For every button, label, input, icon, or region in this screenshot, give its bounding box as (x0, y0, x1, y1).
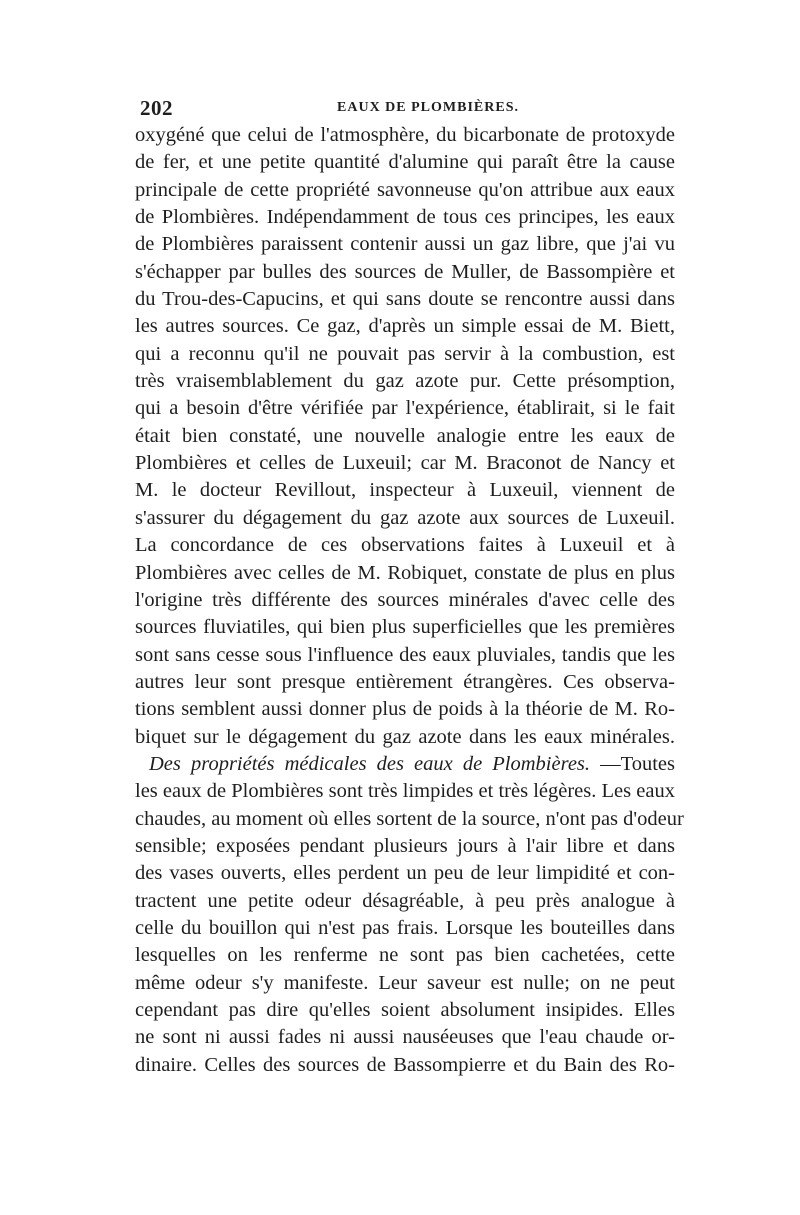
section-heading-continuation: —Toutes (600, 752, 675, 775)
text-line: La concordance de ces observations faites à Luxeuil et à (135, 534, 675, 557)
text-line: M. le docteur Revillout, inspecteur à Luxeuil, viennent de (135, 479, 675, 502)
text-line: biquet sur le dégagement du gaz azote dans les eaux minérales. (135, 725, 675, 748)
text-line: lesquelles on les renferme ne sont pas bien cachetées, cette (135, 944, 675, 967)
text-line: de Plombières paraissent contenir aussi un gaz libre, que j'ai vu (135, 233, 675, 256)
text-line: cependant pas dire qu'elles soient absolument insipides. Elles (135, 999, 675, 1021)
running-head: EAUX DE PLOMBIÈRES. (337, 100, 519, 115)
text-line: les autres sources. Ce gaz, d'après un simple essai de M. Biett, (135, 315, 675, 338)
text-line: s'échapper par bulles des sources de Muller, de Bassompière et (135, 260, 675, 283)
text-line: qui a reconnu qu'il ne pouvait pas servir à la combustion, est (135, 342, 675, 365)
body-text (135, 122, 684, 1079)
text-line: Plombières et celles de Luxeuil; car M. Braconot de Nancy et (135, 452, 675, 475)
text-line: était bien constaté, une nouvelle analogie entre les eaux de (135, 424, 675, 447)
text-line: Plombières avec celles de M. Robiquet, constate de plus en plus (135, 561, 675, 584)
text-line: sont sans cesse sous l'influence des eaux pluviales, tandis que les (135, 643, 675, 666)
text-line: principale de cette propriété savonneuse qu'on attribue aux eaux (135, 178, 675, 201)
text-line: sources fluviatiles, qui bien plus superficielles que les premières (135, 616, 675, 639)
page-number: 202 (140, 96, 173, 120)
text-line: tractent une petite odeur désagréable, à peu près analogue à (135, 889, 675, 912)
text-line: tions semblent aussi donner plus de poids à la théorie de M. Ro- (135, 698, 675, 721)
text-line: ne sont ni aussi fades ni aussi nauséeuses que l'eau chaude or- (135, 1026, 675, 1049)
text-line: qui a besoin d'être vérifiée par l'expérience, établirait, si le fait (135, 397, 675, 420)
page-header (140, 96, 676, 122)
text-line: très vraisemblablement du gaz azote pur. Cette présomption, (135, 370, 675, 393)
text-line: même odeur s'y manifeste. Leur saveur est nulle; on ne peut (135, 971, 675, 994)
text-line: s'assurer du dégagement du gaz azote aux sources de Luxeuil. (135, 506, 675, 529)
text-line: celle du bouillon qui n'est pas frais. Lorsque les bouteilles dans (135, 916, 675, 939)
text-line: sensible; exposées pendant plusieurs jours à l'air libre et dans (135, 834, 675, 857)
section-heading-line (135, 751, 675, 778)
section-heading: Des propriétés médicales des eaux de Plombières. (149, 752, 591, 775)
text-line: oxygéné que celui de l'atmosphère, du bicarbonate de protoxyde (135, 124, 675, 146)
text-line: des vases ouverts, elles perdent un peu de leur limpidité et con- (135, 862, 675, 885)
text-line: de fer, et une petite quantité d'alumine qui paraît être la cause (135, 151, 675, 174)
text-line: autres leur sont presque entièrement étrangères. Ces observa- (135, 670, 675, 693)
text-line: du Trou-des-Capucins, et qui sans doute se rencontre aussi dans (135, 288, 675, 311)
text-line: les eaux de Plombières sont très limpides et très légères. Les eaux (135, 780, 675, 803)
text-line: chaudes, au moment où elles sortent de la source, n'ont pas d'odeur (135, 807, 684, 830)
text-line: dinaire. Celles des sources de Bassompierre et du Bain des Ro- (135, 1053, 675, 1076)
text-line: de Plombières. Indépendamment de tous ces principes, les eaux (135, 206, 675, 229)
text-line: l'origine très différente des sources minérales d'avec celle des (135, 588, 675, 611)
